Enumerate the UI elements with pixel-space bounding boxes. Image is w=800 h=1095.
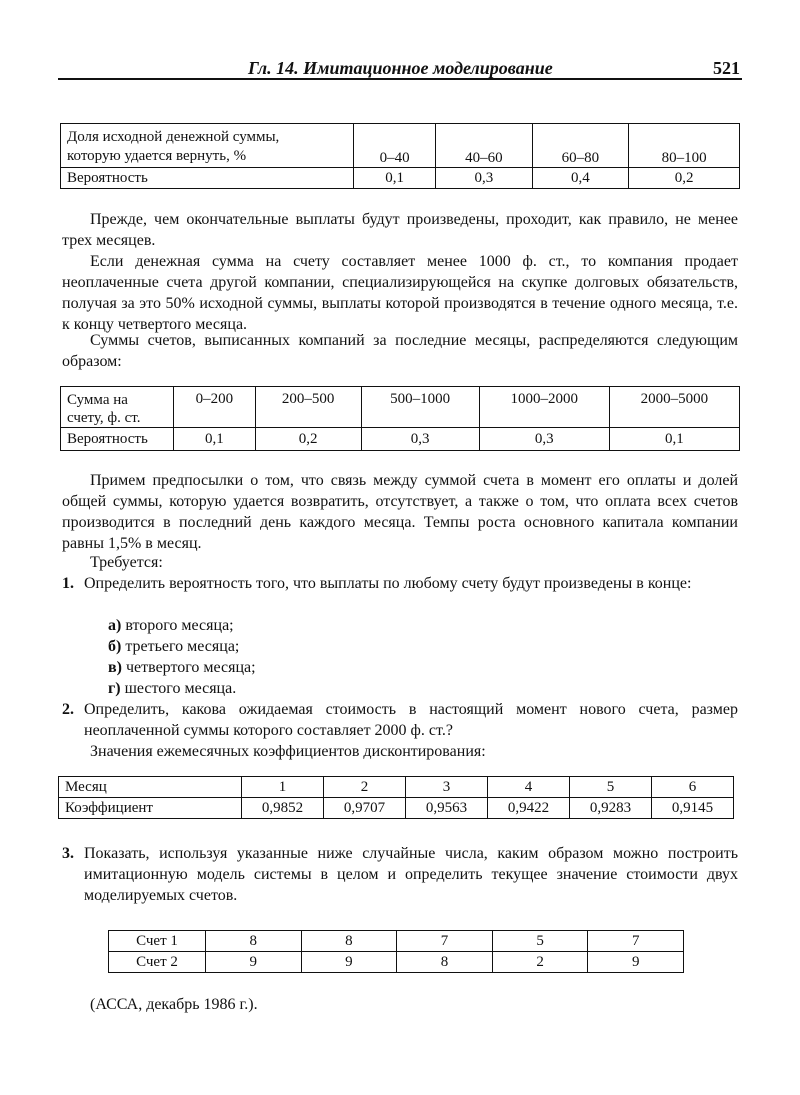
account-label: Счет 2 (109, 952, 206, 973)
probability-cell: 0,1 (174, 428, 256, 451)
month-cell: 4 (488, 777, 570, 798)
task-text: Определить, какова ожидаемая стоимость в настоящий момент нового счета, размер неоплаченной суммы которого составляет 2000 ф. ст.? (84, 701, 738, 739)
range-cell: 200–500 (255, 387, 361, 428)
random-cell: 7 (397, 931, 493, 952)
range-cell: 0–40 (354, 124, 436, 168)
option-text: четвертого месяца; (125, 659, 256, 676)
coefficient-cell: 0,9852 (242, 798, 324, 819)
probability-cell: 0,1 (609, 428, 739, 451)
option-letter: б) (108, 638, 122, 655)
probability-cell: 0,3 (479, 428, 609, 451)
task-option (108, 615, 234, 636)
return-share-label (61, 124, 354, 168)
page-number: 521 (713, 58, 740, 78)
range-cell: 2000–5000 (609, 387, 739, 428)
random-cell: 5 (492, 931, 588, 952)
table-row (61, 428, 740, 451)
range-cell: 500–1000 (361, 387, 479, 428)
task-1 (62, 573, 738, 594)
coefficient-cell: 0,9283 (570, 798, 652, 819)
paragraph: Суммы счетов, выписанных компаний за последние месяцы, распределяются следующим образом: (62, 332, 738, 370)
random-cell: 8 (301, 931, 397, 952)
task-option (108, 657, 256, 678)
random-cell: 2 (492, 952, 588, 973)
table-row (61, 168, 740, 189)
probability-cell: 0,3 (436, 168, 533, 189)
table-row (59, 777, 734, 798)
range-cell: 80–100 (629, 124, 740, 168)
label-line: счету, ф. ст. (67, 410, 141, 426)
running-title: Гл. 14. Имитационное моделирование (248, 58, 553, 78)
task-2 (62, 699, 738, 741)
random-cell: 8 (397, 952, 493, 973)
option-text: второго месяца; (125, 617, 234, 634)
month-cell: 3 (406, 777, 488, 798)
coefficient-cell: 0,9145 (652, 798, 734, 819)
random-cell: 7 (588, 931, 684, 952)
label-line: Сумма на (67, 392, 128, 408)
task-option (108, 636, 239, 657)
required-label: Требуется: (90, 554, 163, 571)
amount-label (61, 387, 174, 428)
table-row (109, 931, 684, 952)
probability-cell: 0,3 (361, 428, 479, 451)
paragraph: Прежде, чем окончательные выплаты будут произведены, проходит, как правило, не менее трех месяцев. (62, 211, 738, 249)
option-letter: г) (108, 680, 121, 697)
task-number: 2. (62, 701, 74, 718)
task-3 (62, 843, 738, 906)
task-number: 3. (62, 845, 74, 862)
month-cell: 6 (652, 777, 734, 798)
account-label: Счет 1 (109, 931, 206, 952)
probability-cell: 0,2 (255, 428, 361, 451)
probability-label: Вероятность (61, 428, 174, 451)
task-number: 1. (62, 575, 74, 592)
option-text: третьего месяца; (125, 638, 240, 655)
task-option (108, 678, 236, 699)
option-text: шестого месяца. (124, 680, 237, 697)
month-cell: 5 (570, 777, 652, 798)
account-amount-table (60, 386, 740, 451)
source-note: (АССА, декабрь 1986 г.). (90, 996, 258, 1013)
option-letter: в) (108, 659, 122, 676)
discount-note: Значения ежемесячных коэффициентов дисконтирования: (90, 743, 486, 760)
task-text: Показать, используя указанные ниже случайные числа, каким образом можно построить имитационную модель системы в целом и определить текущее значение стоимости двух моделируемых счетов. (84, 845, 738, 904)
range-cell: 40–60 (436, 124, 533, 168)
month-cell: 2 (324, 777, 406, 798)
option-letter: а) (108, 617, 122, 634)
random-cell: 9 (588, 952, 684, 973)
random-cell: 8 (206, 931, 302, 952)
probability-label: Вероятность (61, 168, 354, 189)
random-cell: 9 (301, 952, 397, 973)
coefficient-label: Коэффициент (59, 798, 242, 819)
table-row (109, 952, 684, 973)
table-row (61, 124, 740, 168)
month-cell: 1 (242, 777, 324, 798)
probability-cell: 0,1 (354, 168, 436, 189)
label-line: Доля исходной денежной суммы, (67, 129, 280, 145)
discount-table (58, 776, 734, 819)
task-text: Определить вероятность того, что выплаты по любому счету будут произведены в конце: (84, 575, 692, 592)
table-row (61, 387, 740, 428)
coefficient-cell: 0,9422 (488, 798, 570, 819)
range-cell: 0–200 (174, 387, 256, 428)
return-share-table (60, 123, 740, 189)
month-label: Месяц (59, 777, 242, 798)
random-cell: 9 (206, 952, 302, 973)
label-line: которую удается вернуть, % (67, 148, 247, 164)
page-header (58, 56, 742, 80)
probability-cell: 0,2 (629, 168, 740, 189)
paragraph: Примем предпосылки о том, что связь между суммой счета в момент его оплаты и долей общей суммы, которую удается возвратить, отсутствует, а также о том, что оплата всех счетов производится в последний день каждого месяца. Темпы роста основного капитала компании равны 1,5% в месяц. (62, 472, 738, 552)
probability-cell: 0,4 (532, 168, 629, 189)
random-numbers-table (108, 930, 684, 973)
coefficient-cell: 0,9707 (324, 798, 406, 819)
coefficient-cell: 0,9563 (406, 798, 488, 819)
range-cell: 1000–2000 (479, 387, 609, 428)
range-cell: 60–80 (532, 124, 629, 168)
table-row (59, 798, 734, 819)
paragraph: Если денежная сумма на счету составляет менее 1000 ф. ст., то компания продает неоплаченные счета другой компании, специализирующейся на скупке долговых обязательств, получая за это 50% исходной суммы, выплаты которой производятся в течение одного месяца, т.е. к концу четвертого месяца. (62, 253, 738, 333)
